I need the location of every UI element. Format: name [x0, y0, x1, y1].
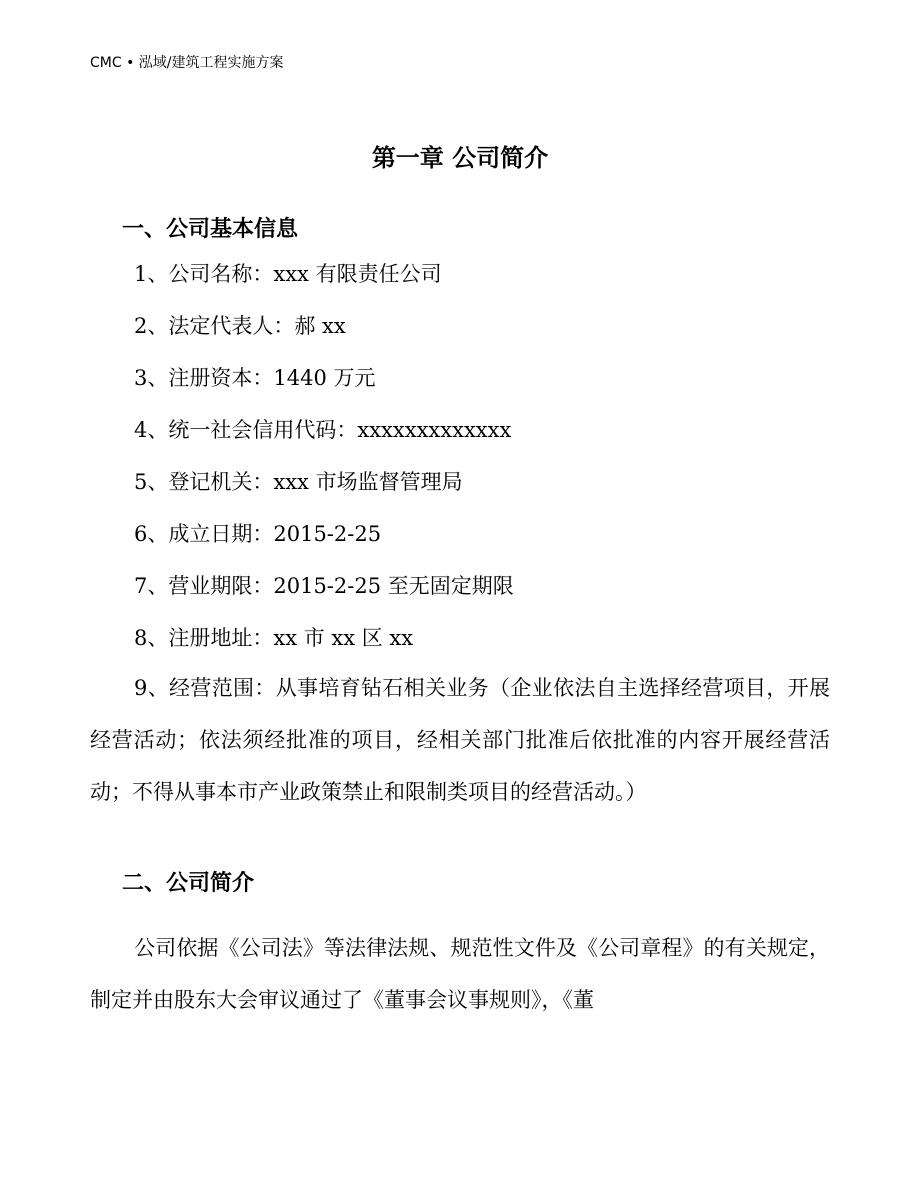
section-heading-intro: 二、公司简介 [122, 871, 255, 896]
intro-text: 公司依据《公司法》等法律法规、规范性文件及《公司章程》的有关规定，制定并由股东大会审议通过了《董事会议事规则》，《董 [90, 936, 830, 1012]
info-item-address: 8、注册地址：xx 市 xx 区 xx [134, 626, 414, 650]
page-header: CMC • 泓域/建筑工程实施方案 [90, 55, 284, 71]
section-heading-basic-info: 一、公司基本信息 [122, 217, 299, 242]
info-item-term: 7、营业期限：2015-2-25 至无固定期限 [134, 574, 514, 598]
info-item-legal-rep: 2、法定代表人：郝 xx [134, 314, 346, 338]
business-scope-paragraph [90, 662, 830, 818]
info-item-credit-code: 4、统一社会信用代码：xxxxxxxxxxxxx [134, 418, 512, 442]
info-item-capital: 3、注册资本：1440 万元 [134, 366, 376, 390]
chapter-title: 第一章 公司简介 [371, 144, 549, 172]
info-item-company-name: 1、公司名称：xxx 有限责任公司 [134, 262, 442, 286]
info-item-founded: 6、成立日期：2015-2-25 [134, 522, 382, 546]
intro-paragraph [90, 922, 830, 1026]
info-item-registry: 5、登记机关：xxx 市场监督管理局 [134, 470, 463, 494]
business-scope-text: 9、经营范围：从事培育钻石相关业务（企业依法自主选择经营项目，开展经营活动；依法须经批准的项目，经相关部门批准后依批准的内容开展经营活动；不得从事本市产业政策禁止和限制类项目的经营活动。） [90, 676, 830, 804]
